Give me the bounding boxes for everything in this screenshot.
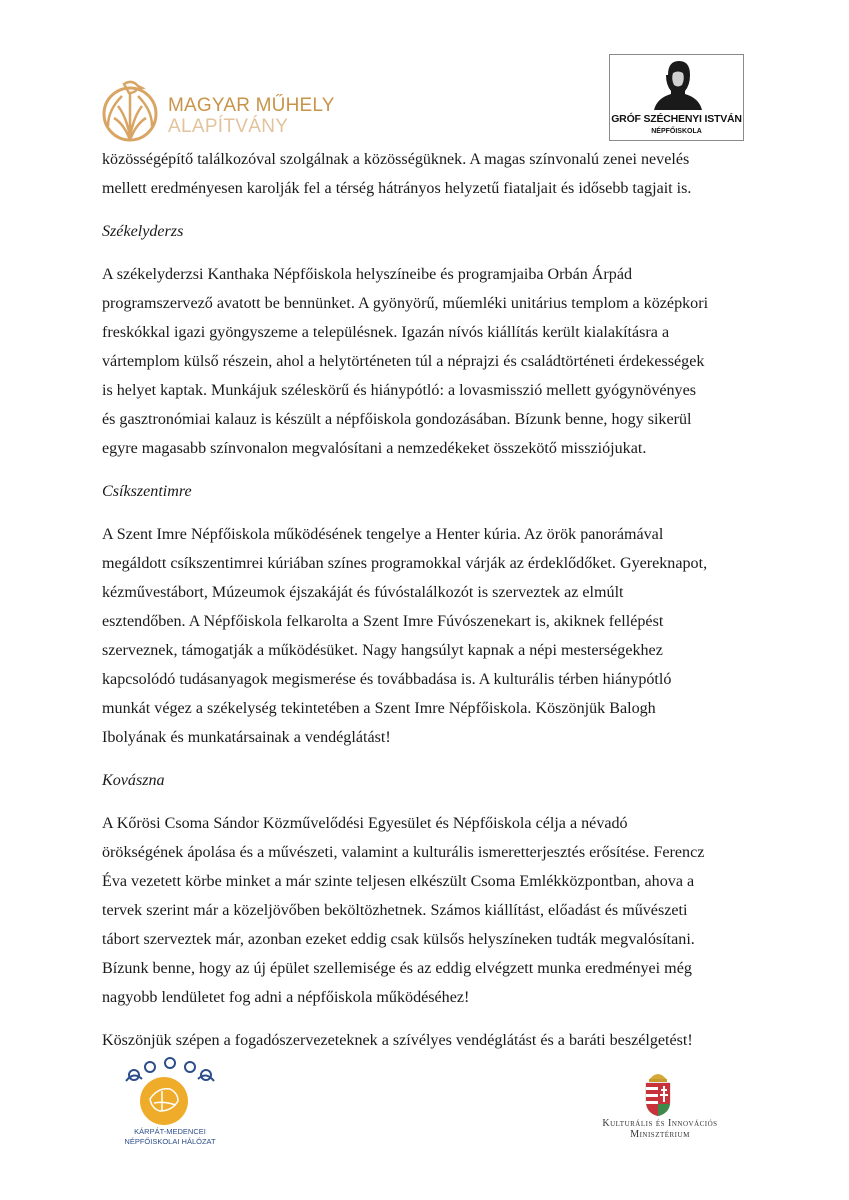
text-line: mellett eredményesen karolják fel a térség hátrányos helyzetű fiataljait és idősebb tagjait is. [102, 180, 692, 197]
text-line: munkát végez a székelység tekintetében a Szent Imre Népfőiskola. Köszönjük Balogh [102, 700, 656, 717]
text-line: esztendőben. A Népfőiskola felkarolta a Szent Imre Fúvószenekart is, akiknek fellépést [102, 613, 664, 630]
text-line: A székelyderzsi Kanthaka Népfőiskola helyszíneibe és programjaiba Orbán Árpád [102, 266, 633, 283]
intro-paragraph [102, 145, 752, 203]
text-line: vártemplom külső részein, ahol a helytörténeten túl a néprajzi és családtörténeti érdekességek [102, 353, 705, 370]
ministry-name-line1: Kulturális és Innovációs [602, 1118, 718, 1129]
text-line: programszervező avatott be bennünket. A gyönyörű, műemléki unitárius templom a középkori [102, 295, 709, 312]
logo-subtitle: NÉPFŐISKOLA [651, 128, 702, 135]
text-line: Ibolyának és munkatársainak a vendéglátást! [102, 729, 391, 746]
text-line: A Kőrösi Csoma Sándor Közművelődési Egyesület és Népfőiskola célja a névadó [102, 815, 628, 832]
ministry-name-line2: Minisztérium [630, 1129, 690, 1140]
text-line: is helyet kaptak. Munkájuk széleskörű és hiánypótló: a lovasmisszió mellett gyógynövényes [102, 382, 697, 399]
hungarian-coat-of-arms-icon [643, 1068, 673, 1118]
text-line: tábort szerveztek már, azonban ezeket eddig csak külsős helyszíneken tudták megvalósítani. [102, 931, 695, 948]
text-line: Bízunk benne, hogy az új épület szellemisége és az eddig elvégzett munka eredményei még [102, 960, 692, 977]
text-line: tervek szerint már a közeljövőben beköltözhetnek. Számos kiállítást, előadást és művészeti [102, 902, 688, 919]
text-line: szerveznek, támogatják a működésüket. Nagy hangsúlyt kapnak a népi mesterségekhez [102, 642, 663, 659]
section-paragraph [102, 520, 752, 752]
section-heading: Csíkszentimre [102, 483, 192, 500]
portrait-icon [654, 59, 702, 111]
section-heading: Székelyderzs [102, 223, 184, 240]
text-line: közösségépítő találkozóval szolgálnak a közösségüknek. A magas színvonalú zenei nevelés [102, 151, 690, 168]
magyar-muhely-logo [100, 78, 335, 146]
karpat-medencei-network-logo [110, 1057, 230, 1147]
szechenyi-nepfoiskola-logo [609, 54, 744, 141]
section-heading: Kovászna [102, 772, 165, 789]
text-line: örökségének ápolása és a művészeti, valamint a kulturális ismeretterjesztés erősítése. Ferencz [102, 844, 705, 861]
text-line: kapcsolódó tudásanyagok megismerése és továbbadása is. A kulturális térben hiánypótló [102, 671, 672, 688]
text-line: kézművestábort, Múzeumok éjszakáját és fúvóstalálkozót is szerveztek az elmúlt [102, 584, 624, 601]
logo-title: GRÓF SZÉCHENYI ISTVÁN [611, 113, 742, 125]
logo-title: MAGYAR MŰHELY [168, 95, 335, 116]
ministry-logo [580, 1068, 740, 1140]
text-line: egyre magasabb színvonalon megvalósítani a nemzedékeket összekötő missziójukat. [102, 440, 647, 457]
text-line: megáldott csíkszentimrei kúriában színes programokkal várják az érdeklődőket. Gyereknapot, [102, 555, 708, 572]
logo-subtitle: NÉPFŐISKOLAI HÁLÓZAT [124, 1137, 216, 1146]
text-line: nagyobb lendületet fog adni a népfőiskola működéséhez! [102, 989, 470, 1006]
section-paragraph [102, 260, 752, 463]
section-paragraph [102, 809, 752, 1012]
text-line: Éva vezetett körbe minket a már szinte teljesen elkészült Csoma Emlékközpontban, ahova a [102, 873, 695, 890]
text-line: A Szent Imre Népfőiskola működésének tengelye a Henter kúria. Az örök panorámával [102, 526, 664, 543]
document-body [102, 145, 752, 1055]
logo-title: KÁRPÁT-MEDENCEI [134, 1127, 206, 1136]
closing-line: Köszönjük szépen a fogadószervezeteknek a szívélyes vendéglátást és a baráti beszélgetést! [102, 1032, 693, 1049]
logo-subtitle: ALAPÍTVÁNY [168, 116, 289, 137]
text-line: és gasztronómiai kalauz is készült a népfőiskola gondozásában. Bízunk benne, hogy sikerül [102, 411, 692, 428]
eagle-emblem-icon [100, 78, 160, 144]
map-circle-icon [140, 1077, 188, 1125]
text-line: freskókkal igazi gyöngyszeme a településnek. Igazán nívós kiállítás került kialakításra a [102, 324, 670, 341]
